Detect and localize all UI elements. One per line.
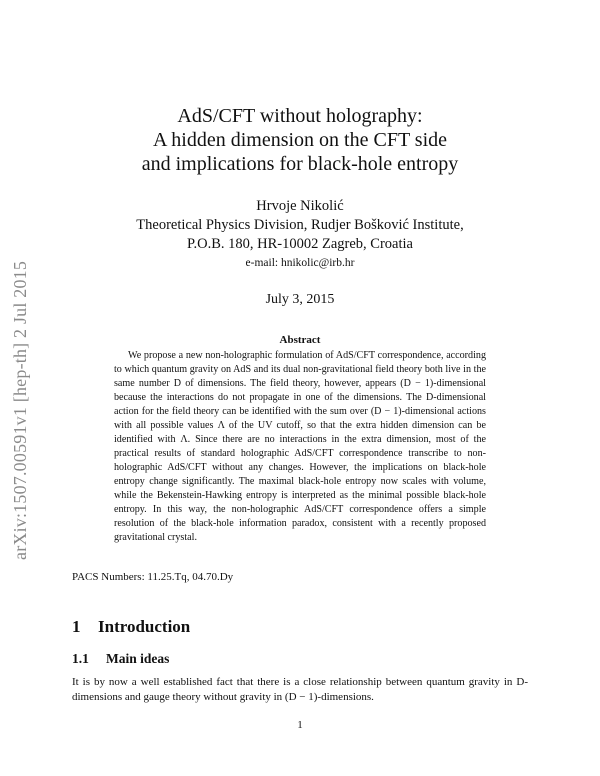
section-title: Introduction: [98, 617, 191, 636]
subsection-number: 1.1: [72, 651, 89, 666]
author-block: [60, 197, 540, 272]
pacs-numbers: PACS Numbers: 11.25.Tq, 04.70.Dy: [72, 571, 234, 583]
page-number: 1: [297, 719, 303, 731]
subsection-title: Main ideas: [106, 651, 170, 666]
affiliation-line: Theoretical Physics Division, Rudjer Bošković Institute,: [136, 217, 464, 233]
author-name: Hrvoje Nikolić: [256, 198, 344, 214]
paper-title: [60, 104, 540, 176]
affiliation-line: P.O.B. 180, HR-10002 Zagreb, Croatia: [187, 236, 413, 252]
publication-date: July 3, 2015: [265, 292, 335, 307]
subsection-heading: [72, 651, 169, 667]
title-line: A hidden dimension on the CFT side: [152, 129, 448, 151]
arxiv-identifier: arXiv:1507.00591v1 [hep-th] 2 Jul 2015: [10, 260, 30, 560]
arxiv-stamp: [2, 200, 46, 560]
title-line: AdS/CFT without holography:: [177, 105, 423, 127]
body-paragraph: It is by now a well established fact that there is a close relationship between quantum gravity in D-dimensions and gauge theory without gravity in (D − 1)-dimensions.: [72, 676, 528, 703]
abstract-heading: Abstract: [279, 334, 321, 346]
abstract-text: We propose a new non-holographic formulation of AdS/CFT correspondence, according to which quantum gravity on AdS and its dual non-gravitational field theory both live in the same number D of dimensions. The field theory, however, appears (D − 1)-dimensional because the interactions do not propagate in one of the dimensions. The D-dimensional action for the field theory can be identified with the sum over (D − 1)-dimensional actions with all possible values Λ of the UV cutoff, so that the extra hidden dimension can be identified with Λ. Since there are no interactions in the extra dimension, most of the practical results of standard holographic AdS/CFT correspondence transcribe to non-holographic AdS/CFT without any changes. However, the implications on black-hole entropy change significantly. The maximal black-hole entropy now scales with volume, while the Bekenstein-Hawking entropy is interpreted as the minimal possible black-hole entropy. In this way, the non-holographic AdS/CFT correspondence offers a simple resolution of the black-hole information paradox, consistent with a recently proposed gravitational crystal.: [114, 350, 486, 543]
section-heading: [72, 617, 190, 637]
author-email: e-mail: hnikolic@irb.hr: [245, 257, 355, 269]
title-line: and implications for black-hole entropy: [141, 153, 459, 175]
section-number: 1: [72, 617, 81, 636]
